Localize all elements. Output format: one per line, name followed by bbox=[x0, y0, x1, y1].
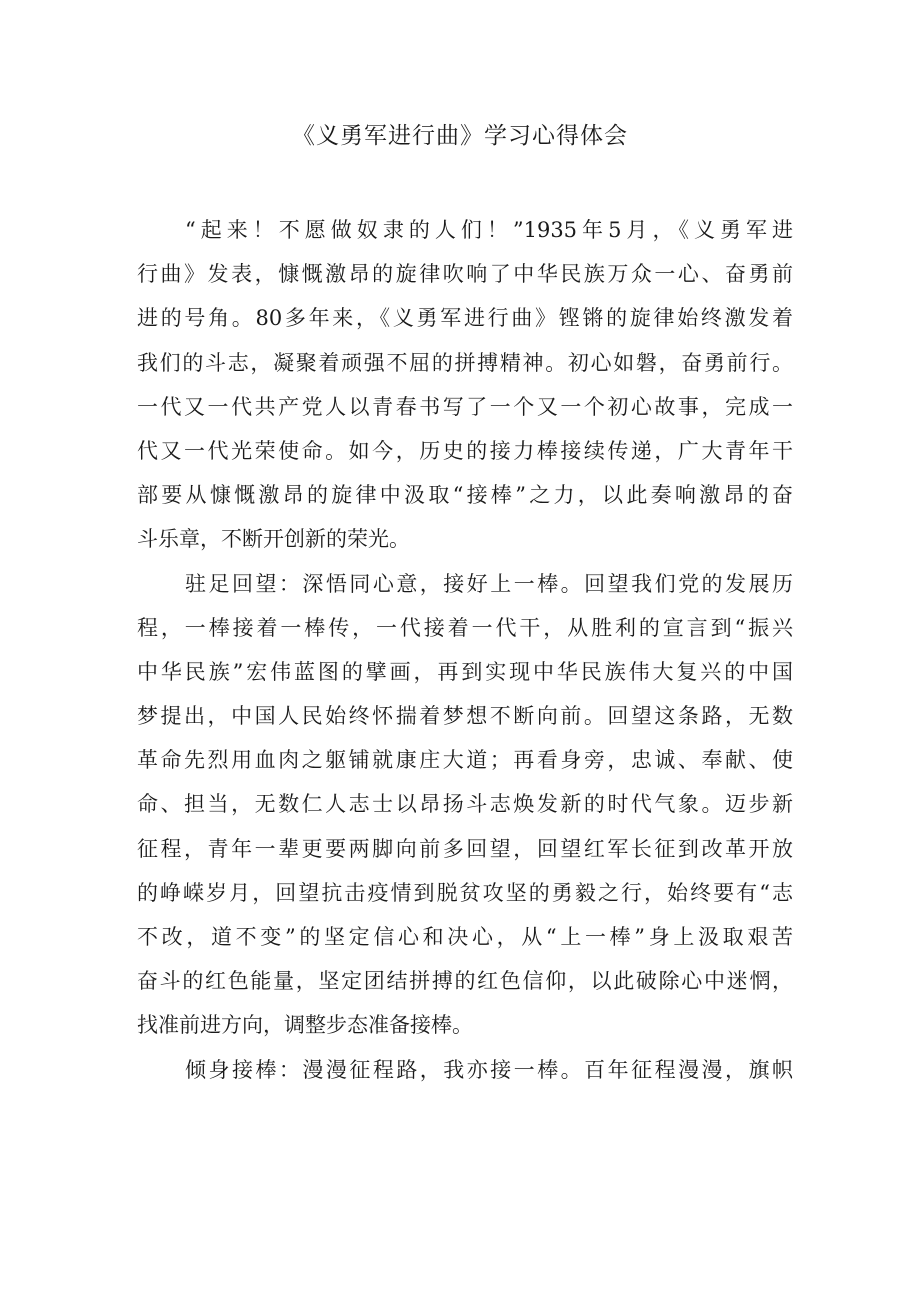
text-line: 斗乐章，不断开创新的荣光。 bbox=[137, 527, 410, 552]
text-line: 部要从慷慨激昂的旋律中汲取“接棒”之力，以此奏响激昂的奋 bbox=[137, 483, 793, 508]
text-line: 找准前进方向，调整步态准备接棒。 bbox=[137, 1013, 473, 1038]
document-title: 《义勇军进行曲》学习心得体会 bbox=[292, 123, 628, 149]
text-line: 征程，青年一辈更要两脚向前多回望，回望红军长征到改革开放 bbox=[137, 836, 793, 861]
text-line: 进的号角。80多年来，《义勇军进行曲》铿锵的旋律始终激发着 bbox=[137, 306, 793, 331]
text-line: 我们的斗志，凝聚着顽强不屈的拼搏精神。初心如磐，奋勇前行。 bbox=[137, 350, 793, 375]
text-line: 不改，道不变”的坚定信心和决心，从“上一棒”身上汲取艰苦 bbox=[137, 925, 793, 949]
text-line: 行曲》发表，慷慨激昂的旋律吹响了中华民族万众一心、奋勇前 bbox=[137, 262, 793, 287]
text-line: 的峥嵘岁月，回望抗击疫情到脱贫攻坚的勇毅之行，始终要有“志 bbox=[137, 880, 793, 905]
text-line: 梦提出，中国人民始终怀揣着梦想不断向前。回望这条路，无数 bbox=[137, 704, 793, 729]
text-line: 革命先烈用血肉之躯铺就康庄大道；再看身旁，忠诚、奉献、使 bbox=[137, 748, 793, 773]
text-line: 中华民族”宏伟蓝图的擘画，再到实现中华民族伟大复兴的中国 bbox=[137, 659, 793, 684]
text-line: “起来！不愿做奴隶的人们！”1935年5月，《义勇军进 bbox=[185, 218, 793, 242]
text-line: 倾身接棒：漫漫征程路，我亦接一棒。百年征程漫漫，旗帜 bbox=[185, 1057, 793, 1082]
text-line: 程，一棒接着一棒传，一代接着一代干，从胜利的宣言到“振兴 bbox=[137, 615, 793, 640]
text-line: 命、担当，无数仁人志士以昂扬斗志焕发新的时代气象。迈步新 bbox=[137, 792, 793, 817]
text-line: 一代又一代共产党人以青春书写了一个又一个初心故事，完成一 bbox=[137, 394, 793, 419]
document-body bbox=[137, 208, 793, 1092]
text-line: 奋斗的红色能量，坚定团结拼搏的红色信仰，以此破除心中迷惘， bbox=[137, 969, 793, 994]
text-line: 驻足回望：深悟同心意，接好上一棒。回望我们党的发展历 bbox=[185, 571, 793, 596]
text-line: 代又一代光荣使命。如今，历史的接力棒接续传递，广大青年干 bbox=[137, 438, 793, 463]
